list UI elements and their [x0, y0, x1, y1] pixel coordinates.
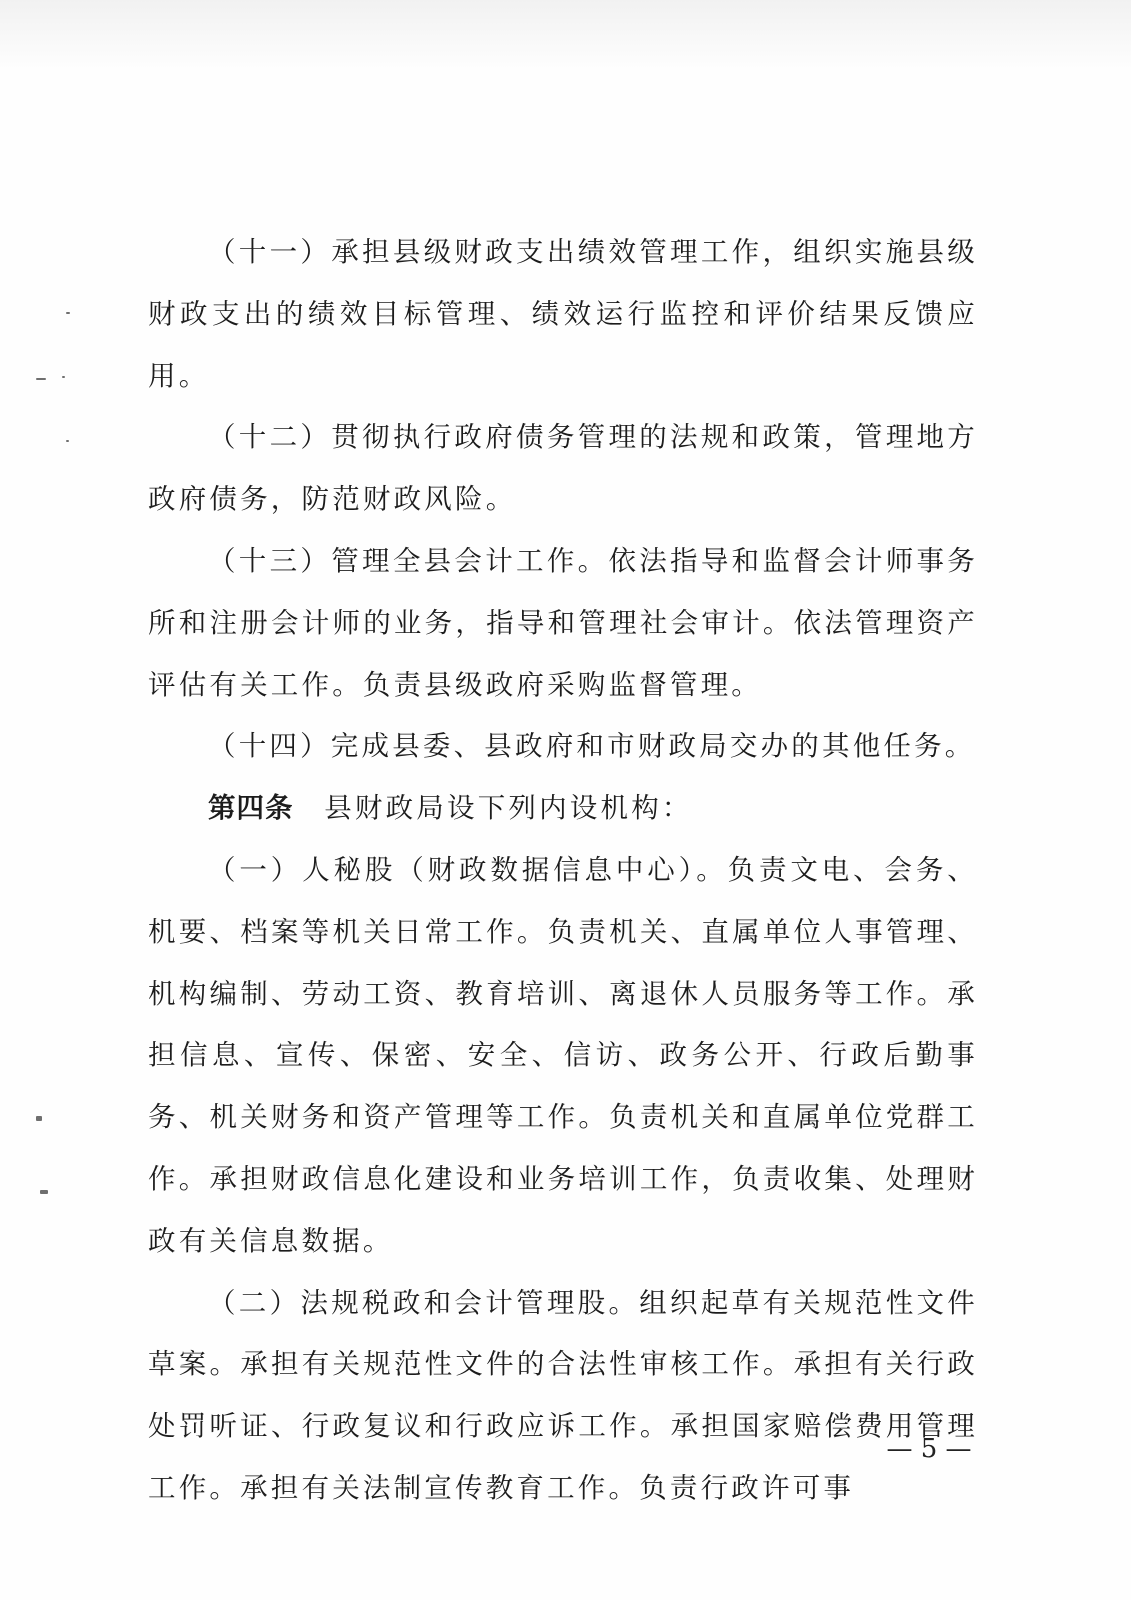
scan-speck: [40, 1190, 48, 1194]
scan-speck: [62, 376, 65, 378]
scan-speck: [66, 312, 70, 314]
scan-speck: [36, 378, 46, 380]
paragraph-12: （十二）贯彻执行政府债务管理的法规和政策，管理地方政府债务，防范财政风险。: [148, 421, 978, 516]
article-four: [148, 778, 978, 840]
paragraph-11: （十一）承担县级财政支出绩效管理工作，组织实施县级财政支出的绩效目标管理、绩效运行监控和评价结果反馈应用。: [148, 236, 978, 392]
scan-speck: [36, 1116, 42, 1121]
article-four-lead: 第四条: [208, 792, 294, 825]
subsection-2: （二）法规税政和会计管理股。组织起草有关规范性文件草案。承担有关规范性文件的合法性审核工作。承担有关行政处罚听证、行政复议和行政应诉工作。承担国家赔偿费用管理工作。承担有关法制宣传教育工作。负责行政许可事: [148, 1286, 978, 1504]
article-four-text: 县财政局设下列内设机构：: [324, 792, 693, 825]
paragraph-13: （十三）管理全县会计工作。依法指导和监督会计师事务所和注册会计师的业务，指导和管理社会审计。依法管理资产评估有关工作。负责县级政府采购监督管理。: [148, 544, 978, 701]
scan-top-shadow: [0, 0, 1131, 70]
paragraph-14: （十四）完成县委、县政府和市财政局交办的其他任务。: [208, 730, 976, 763]
scan-speck: [66, 440, 69, 442]
page-number: — 5 —: [886, 1434, 972, 1464]
body-text: [148, 222, 978, 1520]
subsection-1: （一）人秘股（财政数据信息中心）。负责文电、会务、机要、档案等机关日常工作。负责机关、直属单位人事管理、机构编制、劳动工资、教育培训、离退休人员服务等工作。承担信息、宣传、保密、安全、信访、政务公开、行政后勤事务、机关财务和资产管理等工作。负责机关和直属单位党群工作。承担财政信息化建设和业务培训工作，负责收集、处理财政有关信息数据。: [148, 853, 978, 1257]
